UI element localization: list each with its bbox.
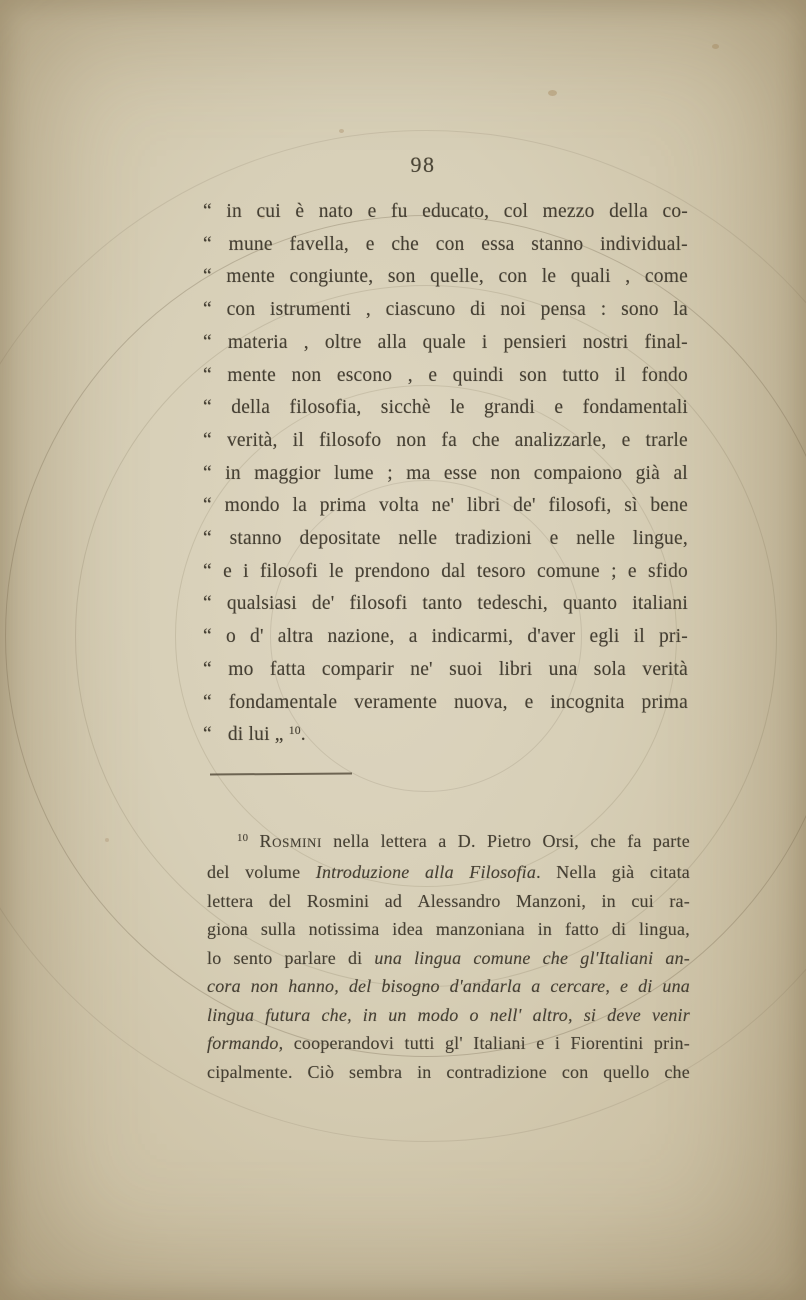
quoted-line: “ mente congiunte, son quelle, con le quali , come xyxy=(203,261,688,294)
quoted-line: “ o d' altra nazione, a indicarmi, d'aver egli il pri- xyxy=(203,621,688,654)
quoted-line: “ mente non escono , e quindi son tutto il fondo xyxy=(203,360,688,393)
open-quote-icon: “ xyxy=(203,233,212,255)
open-quote-icon: “ xyxy=(203,495,212,517)
footnote-line: lettera del Rosmini ad Alessandro Manzoni, in cui ra- xyxy=(207,890,690,911)
open-quote-icon: “ xyxy=(203,528,212,550)
quoted-line: “ stanno depositate nelle tradizioni e nelle lingue, xyxy=(203,523,688,556)
quoted-line: “ della filosofia, sicchè le grandi e fondamentali xyxy=(203,392,688,425)
footnote-line: $^{10}$ Rosmini nella lettera a D. Pietro Orsi, che fa parte xyxy=(237,831,690,851)
quoted-line: “ fondamentale veramente nuova, e incognita prima xyxy=(203,687,688,720)
quoted-line: “ di lui „ $^{10}$. xyxy=(203,723,306,746)
open-quote-icon: “ xyxy=(203,299,212,321)
footnote-line: cora non hanno, del bisogno d'andarla a cercare, e di una xyxy=(207,976,690,997)
page-number: 98 xyxy=(410,152,436,177)
footnote-line: lingua futura che, in un modo o nell' altro, si deve venir xyxy=(207,1004,690,1025)
open-quote-icon: “ xyxy=(203,658,212,680)
open-quote-icon: “ xyxy=(203,266,212,288)
open-quote-icon: “ xyxy=(203,331,212,353)
quoted-line: “ in cui è nato e fu educato, col mezzo della co- xyxy=(203,196,688,229)
quoted-line: “ con istrumenti , ciascuno di noi pensa : sono la xyxy=(203,294,688,327)
open-quote-icon: “ xyxy=(203,593,212,615)
open-quote-icon: “ xyxy=(203,724,212,746)
open-quote-icon: “ xyxy=(203,462,212,484)
paper-stain xyxy=(105,838,109,842)
open-quote-icon: “ xyxy=(203,626,212,648)
quoted-line: “ materia , oltre alla quale i pensieri nostri final- xyxy=(203,327,688,360)
paper-stain xyxy=(712,44,719,49)
open-quote-icon: “ xyxy=(203,201,212,222)
quoted-line: “ mo fatta comparir ne' suoi libri una sola verità xyxy=(203,654,688,687)
open-quote-icon: “ xyxy=(203,691,212,713)
open-quote-icon: “ xyxy=(203,364,212,386)
quoted-line: “ mune favella, e che con essa stanno individual- xyxy=(203,229,688,262)
quoted-line: “ qualsiasi de' filosofi tanto tedeschi, quanto italiani xyxy=(203,588,688,621)
quoted-passage xyxy=(203,196,688,754)
quoted-line: “ mondo la prima volta ne' libri de' filosofi, sì bene xyxy=(203,490,688,523)
open-quote-icon: “ xyxy=(203,397,212,419)
footnote xyxy=(207,827,690,1086)
quoted-line: “ verità, il filosofo non fa che analizzarle, e trarle xyxy=(203,425,688,458)
footnote-line: del volume Introduzione alla Filosofia. Nella già citata xyxy=(207,862,690,883)
footnote-line: formando, cooperandovi tutti gl' Italiani e i Fiorentini prin- xyxy=(207,1033,690,1054)
quoted-line: “ e i filosofi le prendono dal tesoro comune ; e sfido xyxy=(203,556,688,589)
open-quote-icon: “ xyxy=(203,560,212,582)
quoted-line: “ in maggior lume ; ma esse non compaiono già al xyxy=(203,458,688,491)
paper-stain xyxy=(339,129,344,133)
footnote-line: lo sento parlare di una lingua comune che gl'Italiani an- xyxy=(207,947,690,968)
footnote-line: cipalmente. Ciò sembra in contradizione con quello che xyxy=(207,1061,690,1082)
open-quote-icon: “ xyxy=(203,429,212,451)
footnote-line: giona sulla notissima idea manzoniana in fatto di lingua, xyxy=(207,919,690,940)
paper-stain xyxy=(548,90,557,96)
